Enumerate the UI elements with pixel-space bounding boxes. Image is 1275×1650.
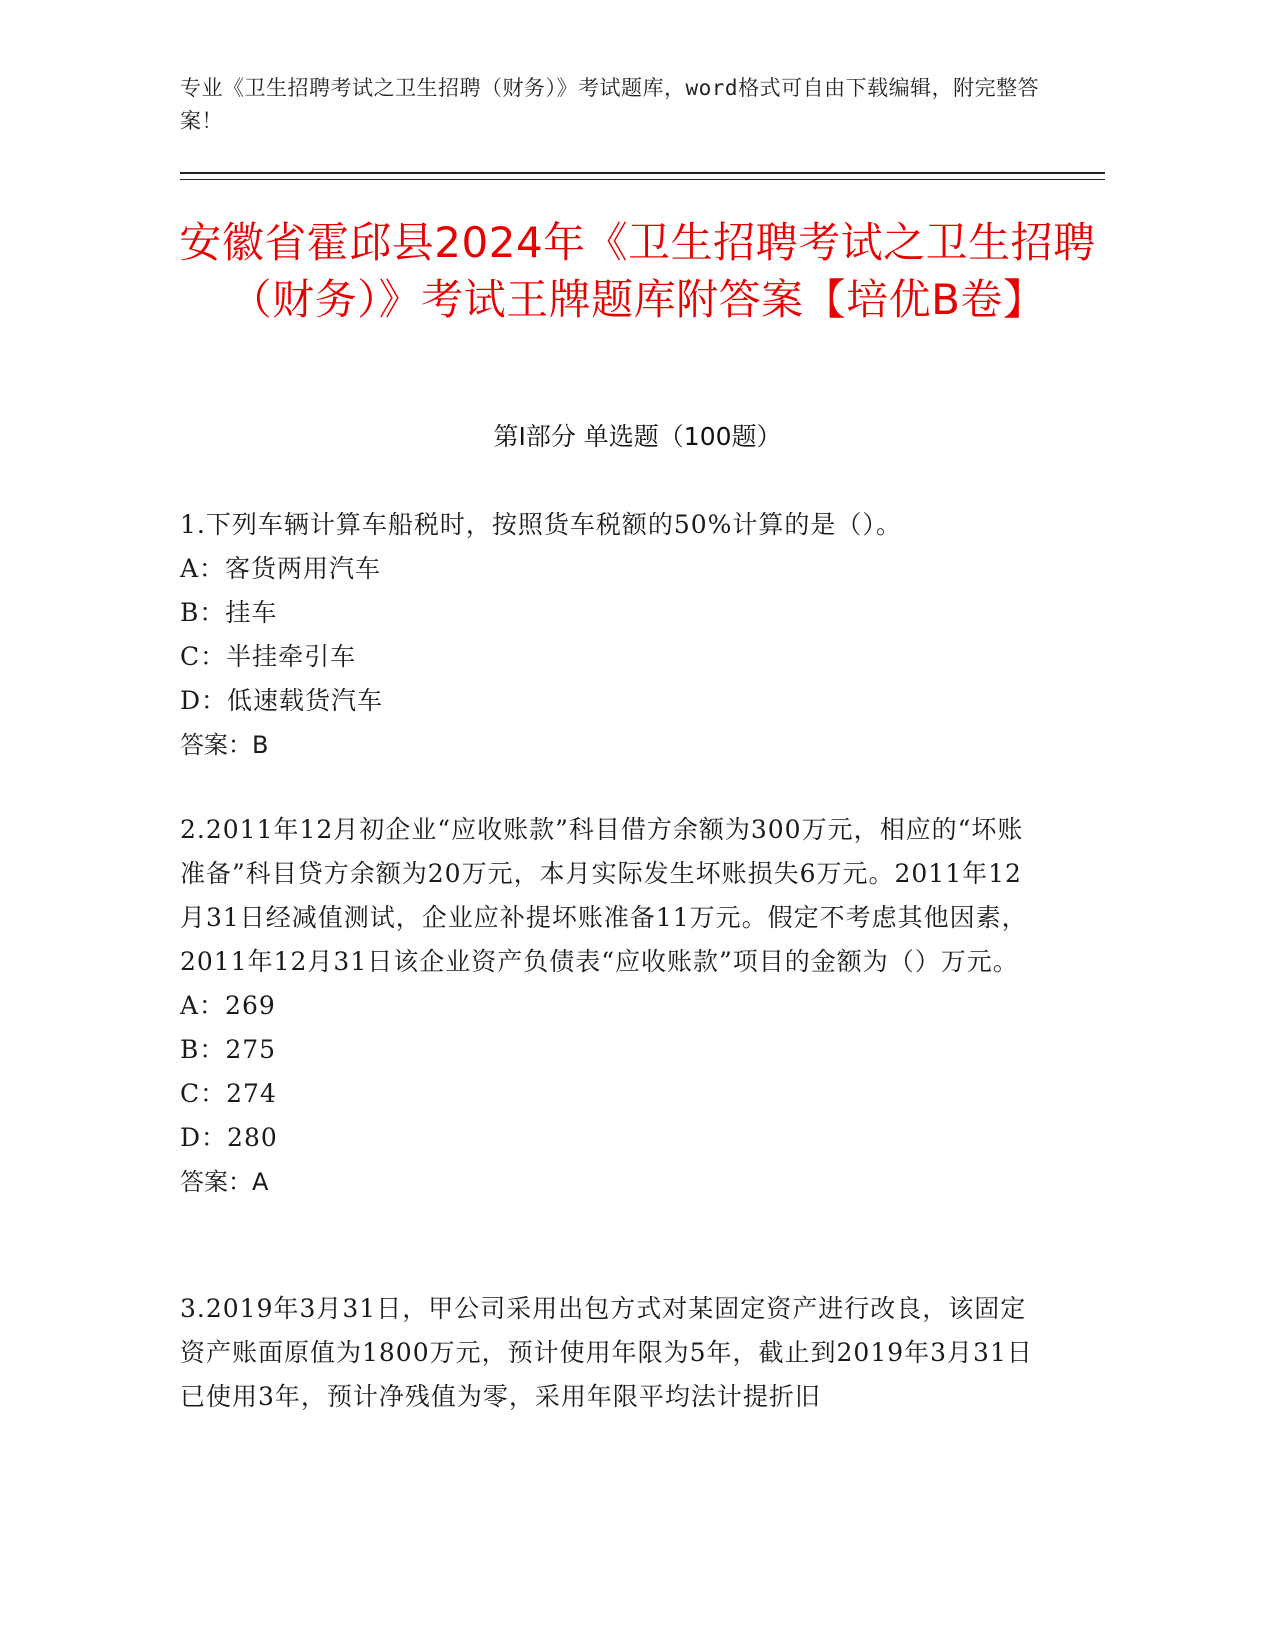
option-d: D：低速载货汽车 xyxy=(180,686,384,715)
question-2 xyxy=(180,808,1040,1204)
header-divider-thick xyxy=(180,172,1105,174)
question-stem: 1.下列车辆计算车船税时，按照货车税额的50%计算的是（）。 xyxy=(180,510,902,539)
option-a: A：269 xyxy=(180,991,276,1020)
option-b: B：275 xyxy=(180,1035,277,1064)
option-d: D：280 xyxy=(180,1123,278,1152)
option-b: B：挂车 xyxy=(180,598,278,627)
section-title: 第Ⅰ部分 单选题（100题） xyxy=(493,422,782,451)
document-title: 安徽省霍邱县2024年《卫生招聘考试之卫生招聘（财务）》考试王牌题库附答案【培优B卷】 xyxy=(179,218,1096,324)
header-divider-thin xyxy=(180,179,1105,180)
answer: 答案：A xyxy=(180,1168,269,1196)
option-c: C：274 xyxy=(180,1079,277,1108)
question-stem: 3.2019年3月31日，甲公司采用出包方式对某固定资产进行改良，该固定资产账面原值为1800万元，预计使用年限为5年，截止到2019年3月31日已使用3年，预计净残值为零，采用年限平均法计提折旧 xyxy=(180,1294,1033,1411)
answer: 答案：B xyxy=(180,731,269,759)
question-stem: 2.2011年12月初企业“应收账款”科目借方余额为300万元，相应的“坏账准备”科目贷方余额为20万元，本月实际发生坏账损失6万元。2011年12月31日经减值测试，企业应补提坏账准备11万元。假定不考虑其他因素，2011年12月31日该企业资产负债表“应收账款”项目的金额为（）万元。 xyxy=(180,815,1028,976)
option-c: C：半挂牵引车 xyxy=(180,642,357,671)
header-note: 专业《卫生招聘考试之卫生招聘（财务）》考试题库，word格式可自由下载编辑，附完整答案！ xyxy=(180,76,1040,133)
question-3 xyxy=(180,1287,1040,1419)
option-a: A：客货两用汽车 xyxy=(180,554,382,583)
question-1 xyxy=(180,503,1040,767)
